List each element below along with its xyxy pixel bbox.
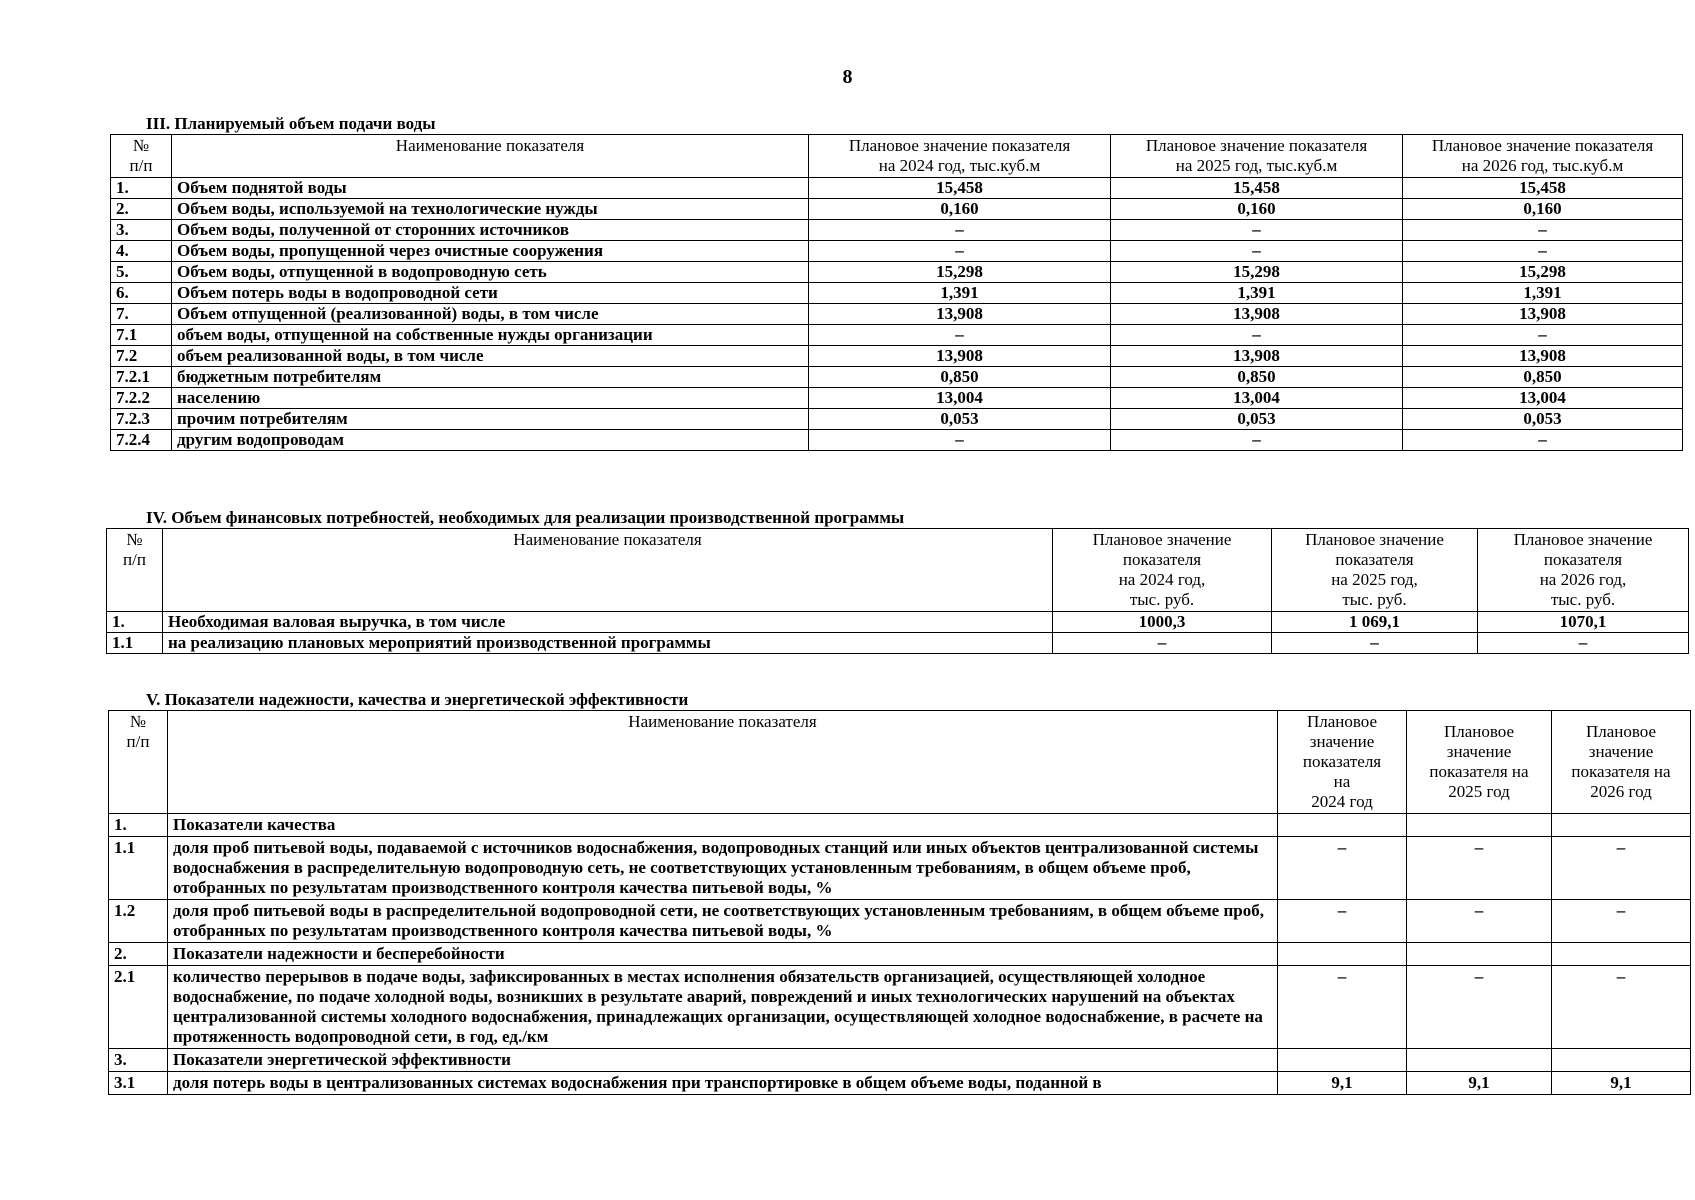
indicator-name: Объем воды, полученной от сторонних источников [172,220,809,241]
value-2025: – [1111,220,1403,241]
indicator-name: на реализацию плановых мероприятий производственной программы [163,633,1053,654]
indicator-name: Объем воды, отпущенной в водопроводную сеть [172,262,809,283]
table-row [111,409,1683,430]
page-number: 8 [842,66,853,88]
indicator-name: количество перерывов в подаче воды, зафиксированных в местах исполнения обязательств организацией, осуществляющей холодное водоснабжение, по подаче холодной воды, возникших в результате аварий, повреждений и иных технологических нарушений на объектах централизованной системы холодного водоснабжения, принадлежащих организации, осуществляющей холодное водоснабжение, в расчете на протяженность водопроводной сети, в год, ед./км [168,966,1278,1049]
section-3-title: III. Планируемый объем подачи воды [146,114,436,133]
value-2024: – [1278,966,1407,1049]
value-2026: 1,391 [1403,283,1683,304]
value-2024: – [1278,900,1407,943]
table-row [111,220,1683,241]
value-2025: – [1272,633,1478,654]
value-2026: 13,004 [1403,388,1683,409]
table-header-row [111,135,1683,178]
value-2026: 15,458 [1403,178,1683,199]
row-number: 3. [111,220,172,241]
header-num: № п/п [109,711,168,814]
table-row [111,178,1683,199]
table-row [111,388,1683,409]
value-2026: – [1478,633,1689,654]
value-2024: 15,298 [809,262,1111,283]
value-2024: – [809,430,1111,451]
table-row [109,837,1691,900]
header-num: № п/п [107,529,163,612]
value-2025: 13,908 [1111,304,1403,325]
value-2025: 9,1 [1407,1072,1552,1095]
row-number: 2.1 [109,966,168,1049]
value-2024: 0,850 [809,367,1111,388]
value-2024: – [809,241,1111,262]
value-2024 [1278,943,1407,966]
value-2026: 13,908 [1403,304,1683,325]
value-2026: – [1552,900,1691,943]
row-number: 3. [109,1049,168,1072]
reliability-indicators-table [108,710,1691,1095]
value-2026: – [1403,325,1683,346]
table-row [109,943,1691,966]
value-2025: 1 069,1 [1272,612,1478,633]
row-number: 1. [109,814,168,837]
row-number: 2. [109,943,168,966]
header-name: Наименование показателя [168,711,1278,814]
value-2025: 0,850 [1111,367,1403,388]
value-2024: – [1053,633,1272,654]
table-row [111,262,1683,283]
value-2025: – [1407,900,1552,943]
value-2026: 13,908 [1403,346,1683,367]
value-2026 [1552,1049,1691,1072]
table-row [111,430,1683,451]
value-2025 [1407,814,1552,837]
header-2024: Плановое значение показателя на 2024 год, тыс.куб.м [809,135,1111,178]
value-2026: – [1403,430,1683,451]
value-2025: 13,004 [1111,388,1403,409]
water-supply-table [110,134,1683,451]
table-row [111,199,1683,220]
value-2026: 0,160 [1403,199,1683,220]
header-2024: Плановое значение показателя на 2024 год, тыс. руб. [1053,529,1272,612]
value-2026 [1552,814,1691,837]
value-2026: 0,850 [1403,367,1683,388]
indicator-name: объем воды, отпущенной на собственные нужды организации [172,325,809,346]
indicator-name: Показатели качества [168,814,1278,837]
header-2026: Плановое значение показателя на 2026 год [1552,711,1691,814]
value-2025: 15,298 [1111,262,1403,283]
value-2025: – [1111,241,1403,262]
row-number: 7.2.1 [111,367,172,388]
value-2024: 0,160 [809,199,1111,220]
value-2024: 0,053 [809,409,1111,430]
header-2025: Плановое значение показателя на 2025 год [1407,711,1552,814]
row-number: 4. [111,241,172,262]
section-4-title: IV. Объем финансовых потребностей, необходимых для реализации производственной программы [146,508,905,527]
row-number: 7.2.4 [111,430,172,451]
financial-needs-table [106,528,1689,654]
row-number: 7.2.2 [111,388,172,409]
row-number: 1. [111,178,172,199]
indicator-name: населению [172,388,809,409]
value-2026: 0,053 [1403,409,1683,430]
row-number: 1.1 [107,633,163,654]
header-2026: Плановое значение показателя на 2026 год, тыс. руб. [1478,529,1689,612]
value-2026: – [1403,220,1683,241]
indicator-name: доля потерь воды в централизованных системах водоснабжения при транспортировке в общем объеме воды, поданной в [168,1072,1278,1095]
table-row [109,1049,1691,1072]
row-number: 7. [111,304,172,325]
header-name: Наименование показателя [163,529,1053,612]
value-2024: 9,1 [1278,1072,1407,1095]
value-2024: 15,458 [809,178,1111,199]
value-2024: – [809,325,1111,346]
value-2026: 9,1 [1552,1072,1691,1095]
value-2025: 13,908 [1111,346,1403,367]
header-num: № п/п [111,135,172,178]
indicator-name: Объем поднятой воды [172,178,809,199]
value-2024: 1000,3 [1053,612,1272,633]
value-2024 [1278,1049,1407,1072]
value-2026: – [1552,837,1691,900]
indicator-name: Показатели энергетической эффективности [168,1049,1278,1072]
row-number: 5. [111,262,172,283]
row-number: 1.1 [109,837,168,900]
header-2026: Плановое значение показателя на 2026 год, тыс.куб.м [1403,135,1683,178]
value-2024: 13,908 [809,304,1111,325]
value-2024: 13,908 [809,346,1111,367]
table-row [111,283,1683,304]
row-number: 7.2.3 [111,409,172,430]
value-2026: 1070,1 [1478,612,1689,633]
table-row [111,367,1683,388]
value-2024: 1,391 [809,283,1111,304]
table-row [107,612,1689,633]
header-name: Наименование показателя [172,135,809,178]
row-number: 6. [111,283,172,304]
value-2025: – [1407,837,1552,900]
header-2024: Плановое значение показателя на 2024 год [1278,711,1407,814]
value-2026: – [1552,966,1691,1049]
table-row [111,304,1683,325]
row-number: 7.2 [111,346,172,367]
row-number: 7.1 [111,325,172,346]
row-number: 1. [107,612,163,633]
table-row [107,633,1689,654]
table-row [109,814,1691,837]
row-number: 1.2 [109,900,168,943]
value-2024: – [1278,837,1407,900]
table-row [109,900,1691,943]
table-header-row [107,529,1689,612]
indicator-name: Объем воды, используемой на технологические нужды [172,199,809,220]
indicator-name: Необходимая валовая выручка, в том числе [163,612,1053,633]
value-2025: – [1407,966,1552,1049]
section-5-title: V. Показатели надежности, качества и энергетической эффективности [146,690,689,709]
row-number: 3.1 [109,1072,168,1095]
indicator-name: доля проб питьевой воды в распределительной водопроводной сети, не соответствующих установленным требованиям, в общем объеме проб, отобранных по результатам производственного контроля качества питьевой воды, % [168,900,1278,943]
value-2025 [1407,1049,1552,1072]
table-row [111,325,1683,346]
value-2025: – [1111,430,1403,451]
value-2026: – [1403,241,1683,262]
table-row [109,1072,1691,1095]
table-row [111,346,1683,367]
indicator-name: Объем отпущенной (реализованной) воды, в том числе [172,304,809,325]
value-2026: 15,298 [1403,262,1683,283]
table-header-row [109,711,1691,814]
row-number: 2. [111,199,172,220]
indicator-name: Объем воды, пропущенной через очистные сооружения [172,241,809,262]
value-2024 [1278,814,1407,837]
value-2026 [1552,943,1691,966]
indicator-name: Объем потерь воды в водопроводной сети [172,283,809,304]
indicator-name: Показатели надежности и бесперебойности [168,943,1278,966]
value-2024: – [809,220,1111,241]
table-row [111,241,1683,262]
value-2025: 0,160 [1111,199,1403,220]
indicator-name: бюджетным потребителям [172,367,809,388]
header-2025: Плановое значение показателя на 2025 год, тыс.куб.м [1111,135,1403,178]
indicator-name: доля проб питьевой воды, подаваемой с источников водоснабжения, водопроводных станций или иных объектов централизованной системы водоснабжения в распределительную водопроводную сеть, не соответствующих установленным требованиям, в общем объеме проб, отобранных по результатам производственного контроля качества питьевой воды, % [168,837,1278,900]
value-2025 [1407,943,1552,966]
value-2025: 15,458 [1111,178,1403,199]
indicator-name: прочим потребителям [172,409,809,430]
value-2024: 13,004 [809,388,1111,409]
header-2025: Плановое значение показателя на 2025 год, тыс. руб. [1272,529,1478,612]
indicator-name: объем реализованной воды, в том числе [172,346,809,367]
indicator-name: другим водопроводам [172,430,809,451]
value-2025: – [1111,325,1403,346]
value-2025: 1,391 [1111,283,1403,304]
table-row [109,966,1691,1049]
value-2025: 0,053 [1111,409,1403,430]
